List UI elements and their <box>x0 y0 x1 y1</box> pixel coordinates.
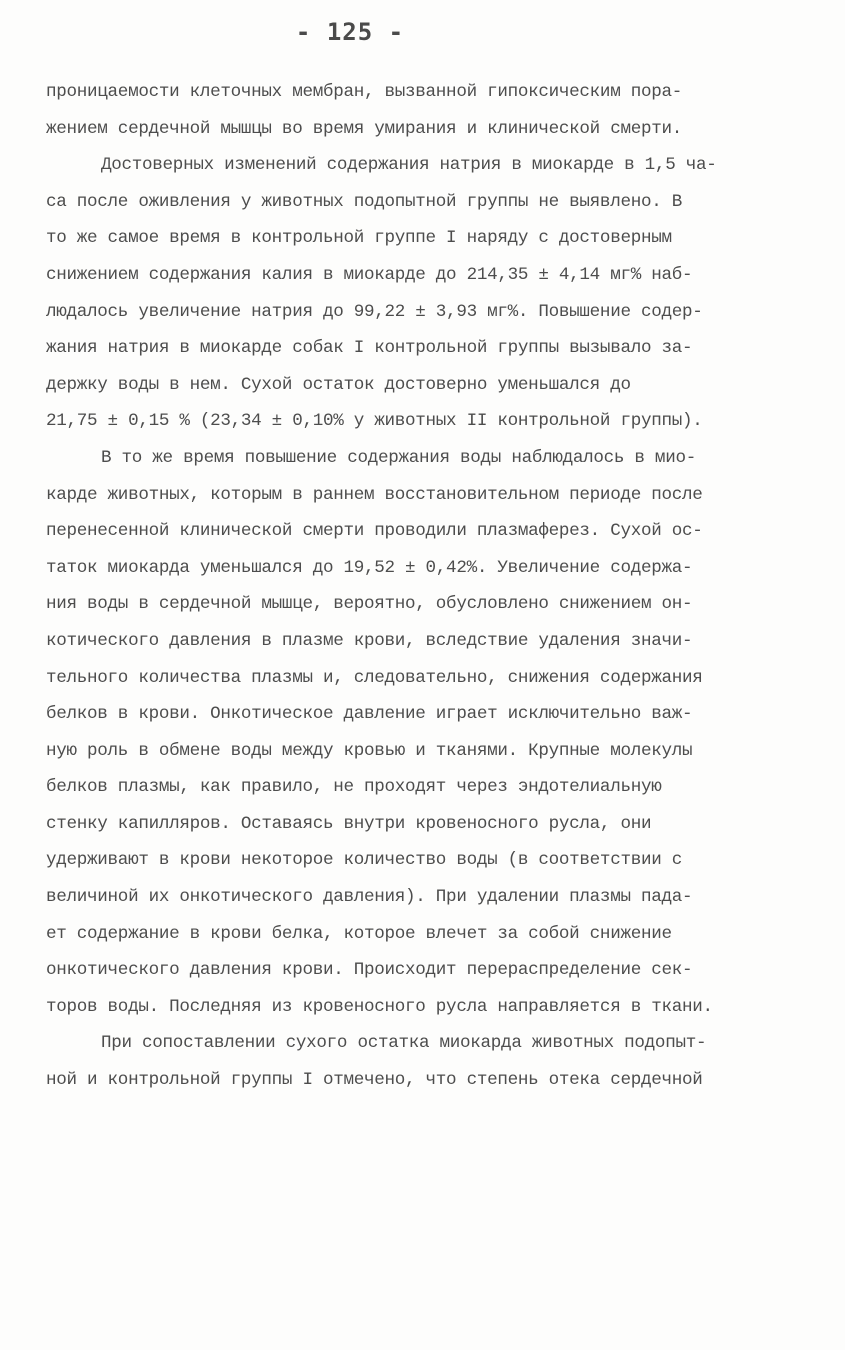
text-line: ния воды в сердечной мышце, вероятно, обусловлено снижением он- <box>46 594 693 615</box>
text-line: тельного количества плазмы и, следовательно, снижения содержания <box>46 667 703 688</box>
text-line: таток миокарда уменьшался до 19,52 ± 0,42%. Увеличение содержа- <box>46 557 693 578</box>
text-line: онкотического давления крови. Происходит перераспределение сек- <box>46 960 693 981</box>
text-line: величиной их онкотического давления). При удалении плазмы пада- <box>46 887 693 908</box>
text-line: перенесенной клинической смерти проводили плазмаферез. Сухой ос- <box>46 521 703 542</box>
text-line: держку воды в нем. Сухой остаток достоверно уменьшался до <box>46 374 631 395</box>
text-line: Достоверных изменений содержания натрия в миокарде в 1,5 ча- <box>101 155 717 176</box>
text-line: При сопоставлении сухого остатка миокарда животных подопыт- <box>101 1033 707 1054</box>
text-line: снижением содержания калия в миокарде до 214,35 ± 4,14 мг% наб- <box>46 264 693 285</box>
text-line: жания натрия в миокарде собак I контрольной группы вызывало за- <box>46 338 693 359</box>
text-line: белков плазмы, как правило, не проходят через эндотелиальную <box>46 777 662 798</box>
page-number: - 125 - <box>295 18 405 46</box>
text-line: жением сердечной мышцы во время умирания и клинической смерти. <box>46 118 682 139</box>
text-line: людалось увеличение натрия до 99,22 ± 3,93 мг%. Повышение содер- <box>46 301 703 322</box>
text-line: удерживают в крови некоторое количество воды (в соответствии с <box>46 850 682 871</box>
body-text <box>46 74 806 1099</box>
text-line: торов воды. Последняя из кровеносного русла направляется в ткани. <box>46 996 713 1017</box>
text-line: стенку капилляров. Оставаясь внутри кровеносного русла, они <box>46 813 652 834</box>
text-line: са после оживления у животных подопытной группы не выявлено. В <box>46 191 682 212</box>
text-line: ной и контрольной группы I отмечено, что степень отека сердечной <box>46 1070 703 1091</box>
text-line: карде животных, которым в раннем восстановительном периоде после <box>46 484 703 505</box>
text-line: ет содержание в крови белка, которое влечет за собой снижение <box>46 923 672 944</box>
text-line: то же самое время в контрольной группе I наряду с достоверным <box>46 228 672 249</box>
text-line: проницаемости клеточных мембран, вызванной гипоксическим пора- <box>46 82 682 102</box>
text-line: В то же время повышение содержания воды наблюдалось в мио- <box>101 447 696 468</box>
text-line: котического давления в плазме крови, вследствие удаления значи- <box>46 630 693 651</box>
text-line: ную роль в обмене воды между кровью и тканями. Крупные молекулы <box>46 740 693 761</box>
text-line: 21,75 ± 0,15 % (23,34 ± 0,10% у животных II контрольной группы). <box>46 411 703 432</box>
text-line: белков в крови. Онкотическое давление играет исключительно важ- <box>46 704 693 725</box>
